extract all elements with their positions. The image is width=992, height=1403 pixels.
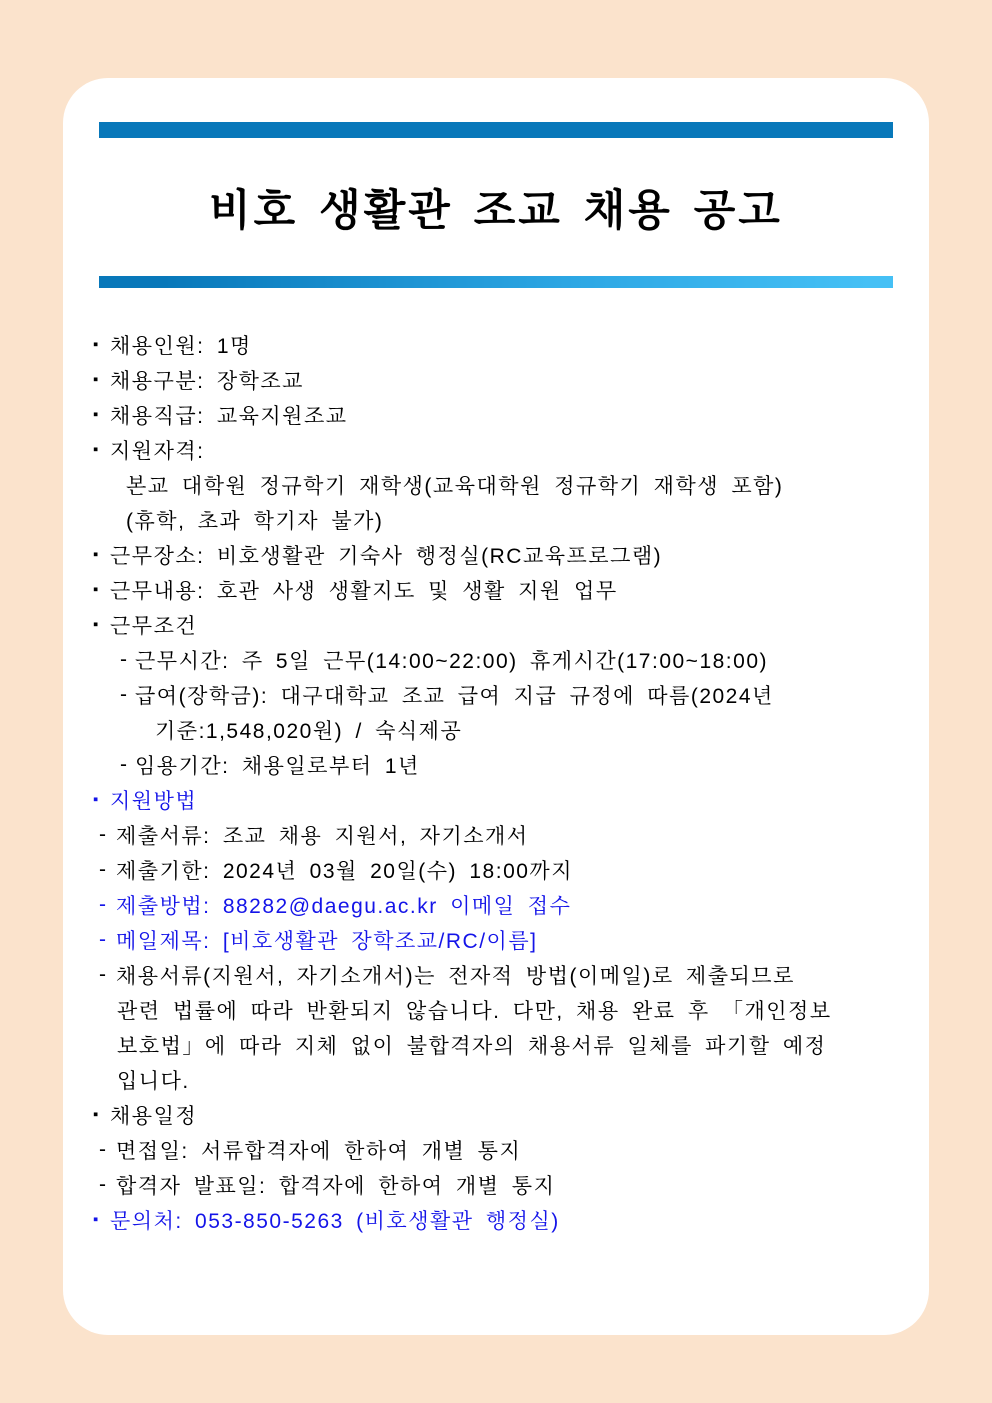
notice-line: [120, 677, 899, 712]
notice-line-text: 채용서류(지원서, 자기소개서)는 전자적 방법(이메일)로 제출되므로: [116, 964, 795, 988]
notice-line-text: (휴학, 초과 학기자 불가): [126, 509, 384, 533]
bullet-square-icon: ▪: [93, 406, 100, 423]
notice-line-text: 지원방법: [110, 789, 198, 813]
notice-line-text: 근무장소: 비호생활관 기숙사 행정실(RC교육프로그램): [110, 544, 663, 568]
bullet-square-icon: ▪: [93, 336, 100, 353]
notice-line-text: 근무내용: 호관 사생 생활지도 및 생활 지원 업무: [110, 579, 618, 603]
notice-line: [93, 362, 899, 397]
bullet-square-icon: ▪: [93, 1106, 100, 1123]
notice-line: [99, 922, 899, 957]
notice-line: [117, 1027, 899, 1062]
notice-line: [93, 397, 899, 432]
notice-line-text: 관련 법률에 따라 반환되지 않습니다. 다만, 채용 완료 후 「개인정보: [117, 999, 832, 1023]
notice-body: [63, 327, 929, 1237]
notice-card: [63, 78, 929, 1335]
notice-line: [93, 432, 899, 467]
notice-line-text: 채용일정: [110, 1104, 198, 1128]
dash-icon: -: [120, 647, 129, 671]
header-gradient-bar: [99, 276, 893, 288]
notice-line-text: 기준:1,548,020원) / 숙식제공: [155, 719, 463, 743]
notice-line-text: 급여(장학금): 대구대학교 조교 급여 지급 규정에 따름(2024년: [135, 684, 774, 708]
dash-icon: -: [99, 857, 108, 881]
notice-line-text: 메일제목: [비호생활관 장학조교/RC/이름]: [116, 929, 538, 953]
dash-icon: -: [99, 892, 108, 916]
dash-icon: -: [99, 822, 108, 846]
notice-line-text: 본교 대학원 정규학기 재학생(교육대학원 정규학기 재학생 포함): [126, 474, 784, 498]
notice-line-text: 문의처: 053-850-5263 (비호생활관 행정실): [110, 1209, 560, 1233]
notice-line: [120, 642, 899, 677]
dash-icon: -: [99, 1137, 108, 1161]
notice-line: [126, 467, 899, 502]
notice-line-text: 지원자격:: [110, 439, 205, 463]
notice-line: [155, 712, 899, 747]
notice-line: [99, 852, 899, 887]
dash-icon: -: [99, 1172, 108, 1196]
dash-icon: -: [120, 752, 129, 776]
bullet-square-icon: ▪: [93, 441, 100, 458]
notice-line-text: 제출서류: 조교 채용 지원서, 자기소개서: [116, 824, 529, 848]
page-title: 비호 생활관 조교 채용 공고: [209, 186, 783, 235]
notice-line: [99, 1167, 899, 1202]
notice-line: [120, 747, 899, 782]
notice-line-text: 임용기간: 채용일로부터 1년: [135, 754, 420, 778]
dash-icon: -: [99, 962, 108, 986]
notice-line-text: 제출방법: 88282@daegu.ac.kr 이메일 접수: [116, 894, 572, 918]
notice-line-text: 채용직급: 교육지원조교: [110, 404, 348, 428]
bullet-square-icon: ▪: [93, 1211, 100, 1228]
notice-line: [99, 1132, 899, 1167]
notice-line: [99, 817, 899, 852]
header-top-bar: [99, 122, 893, 138]
notice-line: [93, 607, 899, 642]
bullet-square-icon: ▪: [93, 546, 100, 563]
notice-line: [117, 1062, 899, 1097]
notice-line: [117, 992, 899, 1027]
notice-line-text: 합격자 발표일: 합격자에 한하여 개별 통지: [116, 1174, 556, 1198]
notice-line: [93, 1097, 899, 1132]
notice-line-text: 채용인원: 1명: [110, 334, 252, 358]
notice-line-text: 입니다.: [117, 1069, 190, 1093]
notice-line-text: 근무시간: 주 5일 근무(14:00~22:00) 휴게시간(17:00~18:00): [135, 649, 768, 673]
bullet-square-icon: ▪: [93, 616, 100, 633]
notice-line: [93, 1202, 899, 1237]
dash-icon: -: [99, 927, 108, 951]
notice-line-text: 채용구분: 장학조교: [110, 369, 304, 393]
header: [63, 138, 929, 276]
notice-line-text: 면접일: 서류합격자에 한하여 개별 통지: [116, 1139, 522, 1163]
notice-line: [93, 327, 899, 362]
bullet-square-icon: ▪: [93, 371, 100, 388]
notice-line: [93, 537, 899, 572]
notice-line-text: 보호법」에 따라 지체 없이 불합격자의 채용서류 일체를 파기할 예정: [117, 1034, 827, 1058]
notice-line: [93, 782, 899, 817]
dash-icon: -: [120, 682, 129, 706]
notice-line: [99, 887, 899, 922]
notice-line: [126, 502, 899, 537]
bullet-square-icon: ▪: [93, 791, 100, 808]
bullet-square-icon: ▪: [93, 581, 100, 598]
notice-line-text: 근무조건: [110, 614, 198, 638]
notice-line: [99, 957, 899, 992]
notice-line: [93, 572, 899, 607]
notice-line-text: 제출기한: 2024년 03월 20일(수) 18:00까지: [116, 859, 574, 883]
